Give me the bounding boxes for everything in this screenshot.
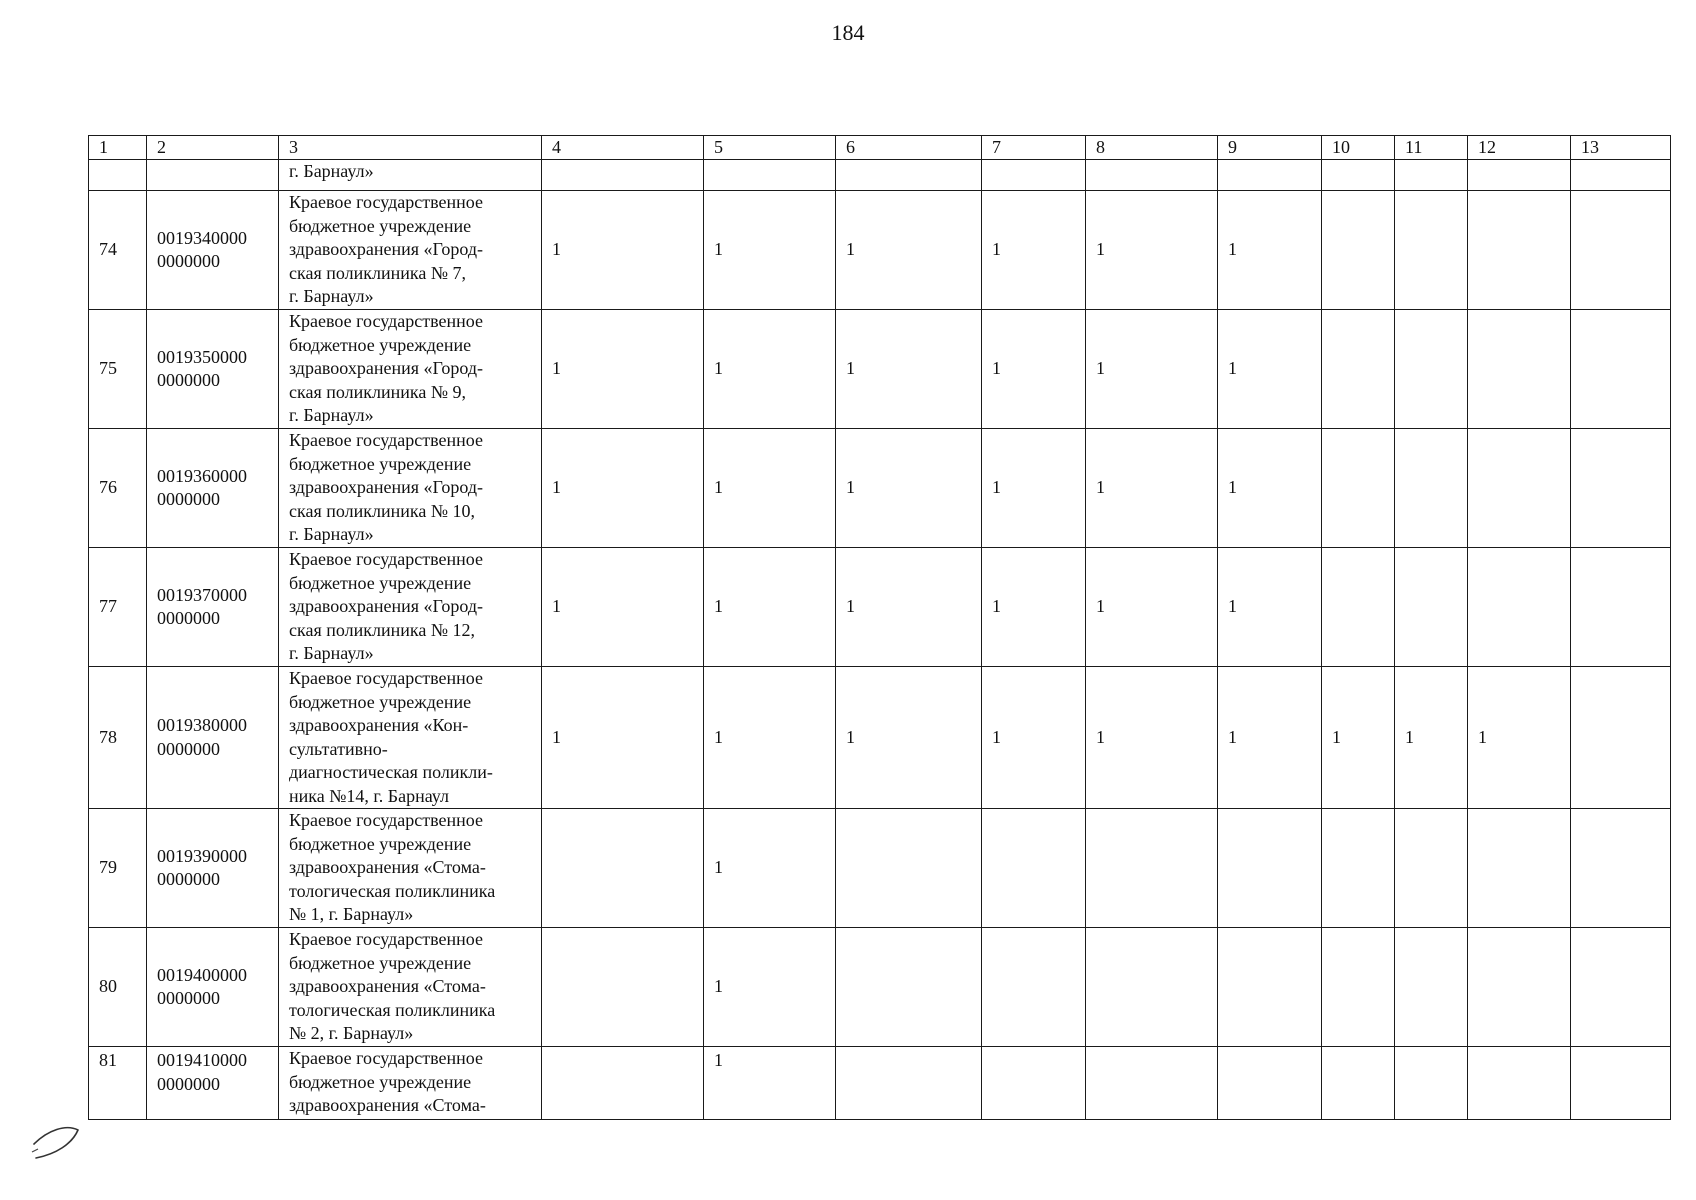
cell (89, 160, 147, 191)
column-number-header (89, 136, 1671, 160)
value-cell: 1 (542, 429, 704, 548)
value-cell (1322, 1047, 1395, 1120)
column-header: 3 (279, 136, 542, 160)
value-cell (1322, 928, 1395, 1047)
pen-stroke-mark (26, 1100, 96, 1160)
value-cell (1571, 928, 1671, 1047)
registry-code (147, 310, 279, 429)
value-cell (1322, 191, 1395, 310)
value-cell (1571, 667, 1671, 809)
value-cell (1571, 429, 1671, 548)
column-header: 7 (982, 136, 1086, 160)
value-cell: 1 (704, 928, 836, 1047)
value-cell: 1 (836, 310, 982, 429)
registry-code-line: 0000000 (157, 738, 220, 759)
cell (1571, 160, 1671, 191)
value-cell (1468, 191, 1571, 310)
value-cell: 1 (1086, 548, 1218, 667)
cell (147, 160, 279, 191)
institution-name-line: здравоохранения «Город- (289, 239, 483, 260)
value-cell (1218, 1047, 1322, 1120)
value-cell (1322, 310, 1395, 429)
value-cell: 1 (542, 548, 704, 667)
value-cell: 1 (542, 191, 704, 310)
value-cell (1395, 809, 1468, 928)
value-cell (836, 1047, 982, 1120)
value-cell (542, 1047, 704, 1120)
column-header: 9 (1218, 136, 1322, 160)
cell (982, 160, 1086, 191)
row-number: 78 (89, 667, 147, 809)
value-cell (1322, 548, 1395, 667)
value-cell: 1 (704, 1047, 836, 1120)
column-header: 6 (836, 136, 982, 160)
registry-code-line: 0000000 (157, 869, 220, 889)
table-row (89, 310, 1671, 429)
value-cell (982, 809, 1086, 928)
cell (836, 160, 982, 191)
institution-name-line: ника №14, г. Барнаул (289, 785, 449, 806)
cell (542, 160, 704, 191)
registry-code (147, 429, 279, 548)
value-cell: 1 (1468, 667, 1571, 809)
row-number: 81 (89, 1047, 147, 1120)
value-cell (982, 1047, 1086, 1120)
continuation-row (89, 160, 1671, 191)
institution-name-line: здравоохранения «Город- (289, 596, 483, 617)
value-cell (1468, 429, 1571, 548)
row-number: 79 (89, 809, 147, 928)
institution-name-line: Краевое государственное (289, 192, 483, 213)
institution-name-line: здравоохранения «Кон- (289, 715, 469, 735)
institutions-table (88, 135, 1671, 1120)
value-cell: 1 (704, 809, 836, 928)
institution-name (279, 429, 542, 548)
value-cell (542, 809, 704, 928)
institution-name-line: г. Барнаул» (289, 286, 374, 307)
value-cell (1218, 928, 1322, 1047)
column-header: 12 (1468, 136, 1571, 160)
value-cell: 1 (542, 667, 704, 809)
value-cell (1395, 1047, 1468, 1120)
value-cell: 1 (1086, 310, 1218, 429)
value-cell: 1 (1086, 191, 1218, 310)
value-cell: 1 (982, 429, 1086, 548)
column-header: 10 (1322, 136, 1395, 160)
institution-name-line: здравоохранения «Город- (289, 477, 483, 498)
registry-code-line: 0000000 (157, 489, 220, 509)
institution-name-line: Краевое государственное (289, 311, 483, 332)
value-cell: 1 (836, 548, 982, 667)
institution-name-line: бюджетное учреждение (289, 952, 472, 973)
value-cell (542, 928, 704, 1047)
value-cell: 1 (836, 429, 982, 548)
cell (1086, 160, 1218, 191)
registry-code (147, 809, 279, 928)
value-cell: 1 (982, 310, 1086, 429)
value-cell (1086, 809, 1218, 928)
value-cell (1322, 429, 1395, 548)
institution-name-line: ская поликлиника № 12, (289, 619, 476, 640)
institution-name-line: бюджетное учреждение (289, 1071, 472, 1092)
value-cell (1571, 1047, 1671, 1120)
registry-code-line: 0019380000 (157, 715, 247, 735)
table-row (89, 928, 1671, 1047)
value-cell (1395, 928, 1468, 1047)
value-cell: 1 (1218, 429, 1322, 548)
value-cell: 1 (704, 667, 836, 809)
institution-name-line: бюджетное учреждение (289, 453, 472, 474)
cell (1468, 160, 1571, 191)
registry-code-line: 0019400000 (157, 964, 247, 985)
institution-name-line: здравоохранения «Стома- (289, 976, 486, 997)
institution-name-line: здравоохранения «Стома- (289, 1095, 486, 1115)
institution-name-line: г. Барнаул» (289, 405, 374, 426)
registry-code-line: 0019340000 (157, 227, 247, 248)
institution-name (279, 809, 542, 928)
row-number: 76 (89, 429, 147, 548)
value-cell: 1 (836, 667, 982, 809)
institution-name-line: здравоохранения «Город- (289, 358, 483, 379)
institution-name-line: г. Барнаул» (289, 524, 374, 545)
institution-name (279, 191, 542, 310)
value-cell (1395, 548, 1468, 667)
registry-code-line: 0019410000 (157, 1050, 247, 1070)
institution-name-line: Краевое государственное (289, 549, 483, 570)
value-cell (1395, 310, 1468, 429)
institution-name-line: № 1, г. Барнаул» (289, 904, 414, 925)
table-body (89, 136, 1671, 1120)
value-cell (1322, 809, 1395, 928)
value-cell (1395, 191, 1468, 310)
value-cell: 1 (1395, 667, 1468, 809)
value-cell (836, 928, 982, 1047)
institution-name (279, 928, 542, 1047)
value-cell: 1 (704, 310, 836, 429)
institution-name-line: диагностическая поликли- (289, 762, 493, 782)
value-cell (1571, 310, 1671, 429)
column-header: 4 (542, 136, 704, 160)
value-cell (1571, 548, 1671, 667)
value-cell (1468, 548, 1571, 667)
column-header: 2 (147, 136, 279, 160)
value-cell (982, 928, 1086, 1047)
institution-name-line: Краевое государственное (289, 668, 483, 688)
column-header: 11 (1395, 136, 1468, 160)
registry-code-line: 0000000 (157, 608, 220, 628)
value-cell (1468, 1047, 1571, 1120)
value-cell (1086, 928, 1218, 1047)
value-cell (836, 809, 982, 928)
registry-code-line: 0019390000 (157, 845, 247, 866)
value-cell: 1 (1218, 667, 1322, 809)
institution-name-line: Краевое государственное (289, 810, 483, 831)
institution-name-line: бюджетное учреждение (289, 833, 472, 854)
institution-name-line: ская поликлиника № 10, (289, 500, 476, 521)
institution-name (279, 667, 542, 809)
value-cell: 1 (982, 191, 1086, 310)
cell (1218, 160, 1322, 191)
value-cell: 1 (704, 191, 836, 310)
registry-code-line: 0019370000 (157, 584, 247, 605)
value-cell (1395, 429, 1468, 548)
registry-code-line: 0019350000 (157, 346, 247, 367)
cell (1322, 160, 1395, 191)
value-cell: 1 (1218, 191, 1322, 310)
institution-name-line: Краевое государственное (289, 430, 483, 451)
table-row (89, 548, 1671, 667)
value-cell: 1 (836, 191, 982, 310)
value-cell: 1 (1086, 429, 1218, 548)
value-cell: 1 (1218, 548, 1322, 667)
cell (1395, 160, 1468, 191)
institution-name-line: тологическая поликлиника (289, 999, 496, 1020)
column-header: 8 (1086, 136, 1218, 160)
institution-name (279, 310, 542, 429)
registry-code (147, 928, 279, 1047)
registry-code (147, 667, 279, 809)
value-cell: 1 (704, 548, 836, 667)
value-cell (1571, 191, 1671, 310)
institution-name-line: бюджетное учреждение (289, 572, 472, 593)
column-header: 5 (704, 136, 836, 160)
cell (704, 160, 836, 191)
value-cell: 1 (542, 310, 704, 429)
registry-code (147, 1047, 279, 1120)
table-row (89, 429, 1671, 548)
table-row (89, 1047, 1671, 1120)
row-number: 77 (89, 548, 147, 667)
institution-name-line: сультативно- (289, 738, 388, 759)
institution-name-line: здравоохранения «Стома- (289, 857, 486, 878)
institution-name-line: бюджетное учреждение (289, 334, 472, 355)
value-cell (1218, 809, 1322, 928)
value-cell (1086, 1047, 1218, 1120)
institution-name-line: № 2, г. Барнаул» (289, 1023, 414, 1044)
value-cell (1468, 809, 1571, 928)
continuation-name: г. Барнаул» (279, 160, 542, 191)
value-cell: 1 (982, 548, 1086, 667)
registry-code-line: 0000000 (157, 1073, 220, 1094)
value-cell: 1 (982, 667, 1086, 809)
institution-name-line: тологическая поликлиника (289, 880, 496, 901)
institution-name (279, 1047, 542, 1120)
institution-name-line: бюджетное учреждение (289, 691, 472, 712)
registry-code-line: 0019360000 (157, 465, 247, 486)
table-row (89, 809, 1671, 928)
value-cell (1571, 809, 1671, 928)
registry-code (147, 191, 279, 310)
registry-code-line: 0000000 (157, 988, 220, 1008)
column-header: 13 (1571, 136, 1671, 160)
registry-code-line: 0000000 (157, 370, 220, 390)
value-cell: 1 (1322, 667, 1395, 809)
row-number: 74 (89, 191, 147, 310)
row-number: 75 (89, 310, 147, 429)
value-cell: 1 (1218, 310, 1322, 429)
table-row (89, 191, 1671, 310)
table-row (89, 667, 1671, 809)
institution-name-line: бюджетное учреждение (289, 215, 472, 236)
row-number: 80 (89, 928, 147, 1047)
value-cell: 1 (1086, 667, 1218, 809)
registry-code (147, 548, 279, 667)
institution-name-line: ская поликлиника № 7, (289, 262, 467, 283)
value-cell (1468, 928, 1571, 1047)
value-cell: 1 (704, 429, 836, 548)
institution-name (279, 548, 542, 667)
institution-name-line: Краевое государственное (289, 1048, 483, 1068)
registry-code-line: 0000000 (157, 251, 220, 271)
institution-name-line: г. Барнаул» (289, 643, 374, 664)
institution-name-line: ская поликлиника № 9, (289, 381, 467, 402)
column-header: 1 (89, 136, 147, 160)
institution-name-line: Краевое государственное (289, 929, 483, 950)
page-number: 184 (831, 20, 865, 45)
value-cell (1468, 310, 1571, 429)
